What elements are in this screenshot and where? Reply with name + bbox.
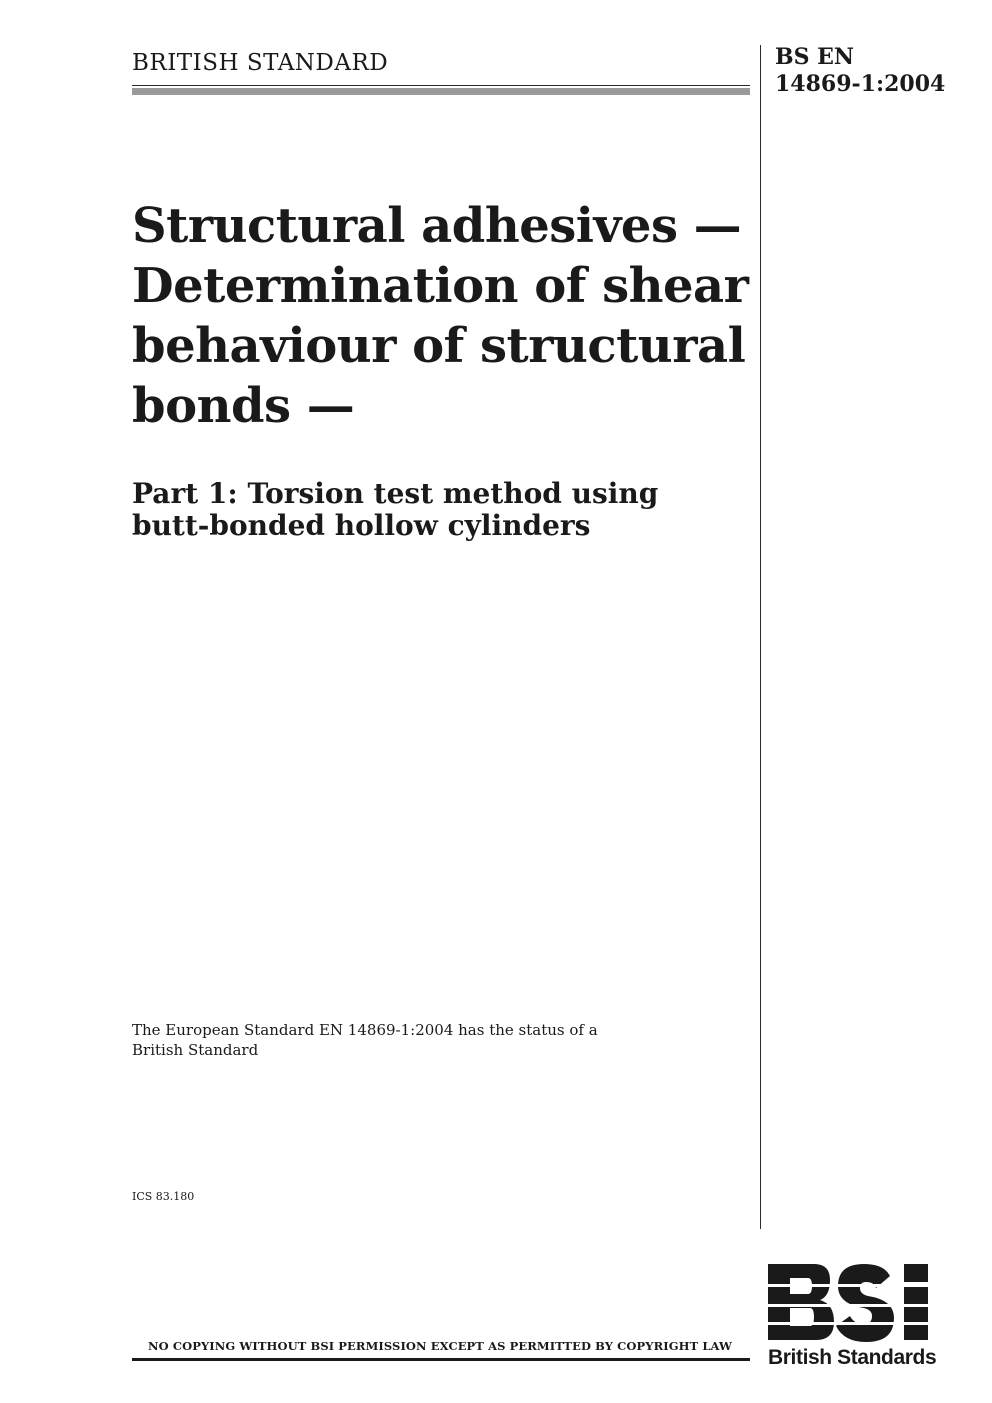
- document-number-line-1: BS EN: [775, 44, 855, 70]
- header-rule-thin: [132, 85, 750, 86]
- document-number-line-2: 14869-1:2004: [775, 71, 946, 97]
- header-rule: [132, 85, 750, 95]
- copyright-notice: NO COPYING WITHOUT BSI PERMISSION EXCEPT AS PERMITTED BY COPYRIGHT LAW: [148, 1339, 733, 1353]
- main-title-line-4: bonds —: [132, 378, 355, 434]
- status-statement: [132, 1020, 598, 1060]
- bsi-tagline: British Standards: [768, 1346, 937, 1369]
- part-subtitle-line-2: butt-bonded hollow cylinders: [132, 509, 591, 542]
- header-rule-gray: [132, 88, 750, 95]
- part-subtitle-line-1: Part 1: Torsion test method using: [132, 477, 659, 510]
- status-statement-line-1: The European Standard EN 14869-1:2004 has the status of a: [132, 1021, 598, 1039]
- bsi-logo-stem: [904, 1286, 928, 1340]
- main-title-line-2: Determination of shear: [132, 258, 749, 314]
- part-subtitle: [132, 478, 752, 542]
- ics-code: ICS 83.180: [132, 1190, 195, 1203]
- main-title-line-3: behaviour of structural: [132, 318, 746, 374]
- footer-rule: [132, 1358, 750, 1361]
- main-title: [132, 196, 752, 436]
- status-statement-line-2: British Standard: [132, 1041, 259, 1059]
- main-title-line-1: Structural adhesives —: [132, 198, 742, 254]
- standard-type-label: BRITISH STANDARD: [132, 50, 389, 76]
- bsi-logo-dot: [904, 1264, 928, 1282]
- document-number: [775, 44, 945, 98]
- vertical-divider: [760, 45, 761, 1229]
- bsi-logo-letter-s: [836, 1264, 894, 1342]
- bsi-logo-letter-b: [768, 1264, 834, 1340]
